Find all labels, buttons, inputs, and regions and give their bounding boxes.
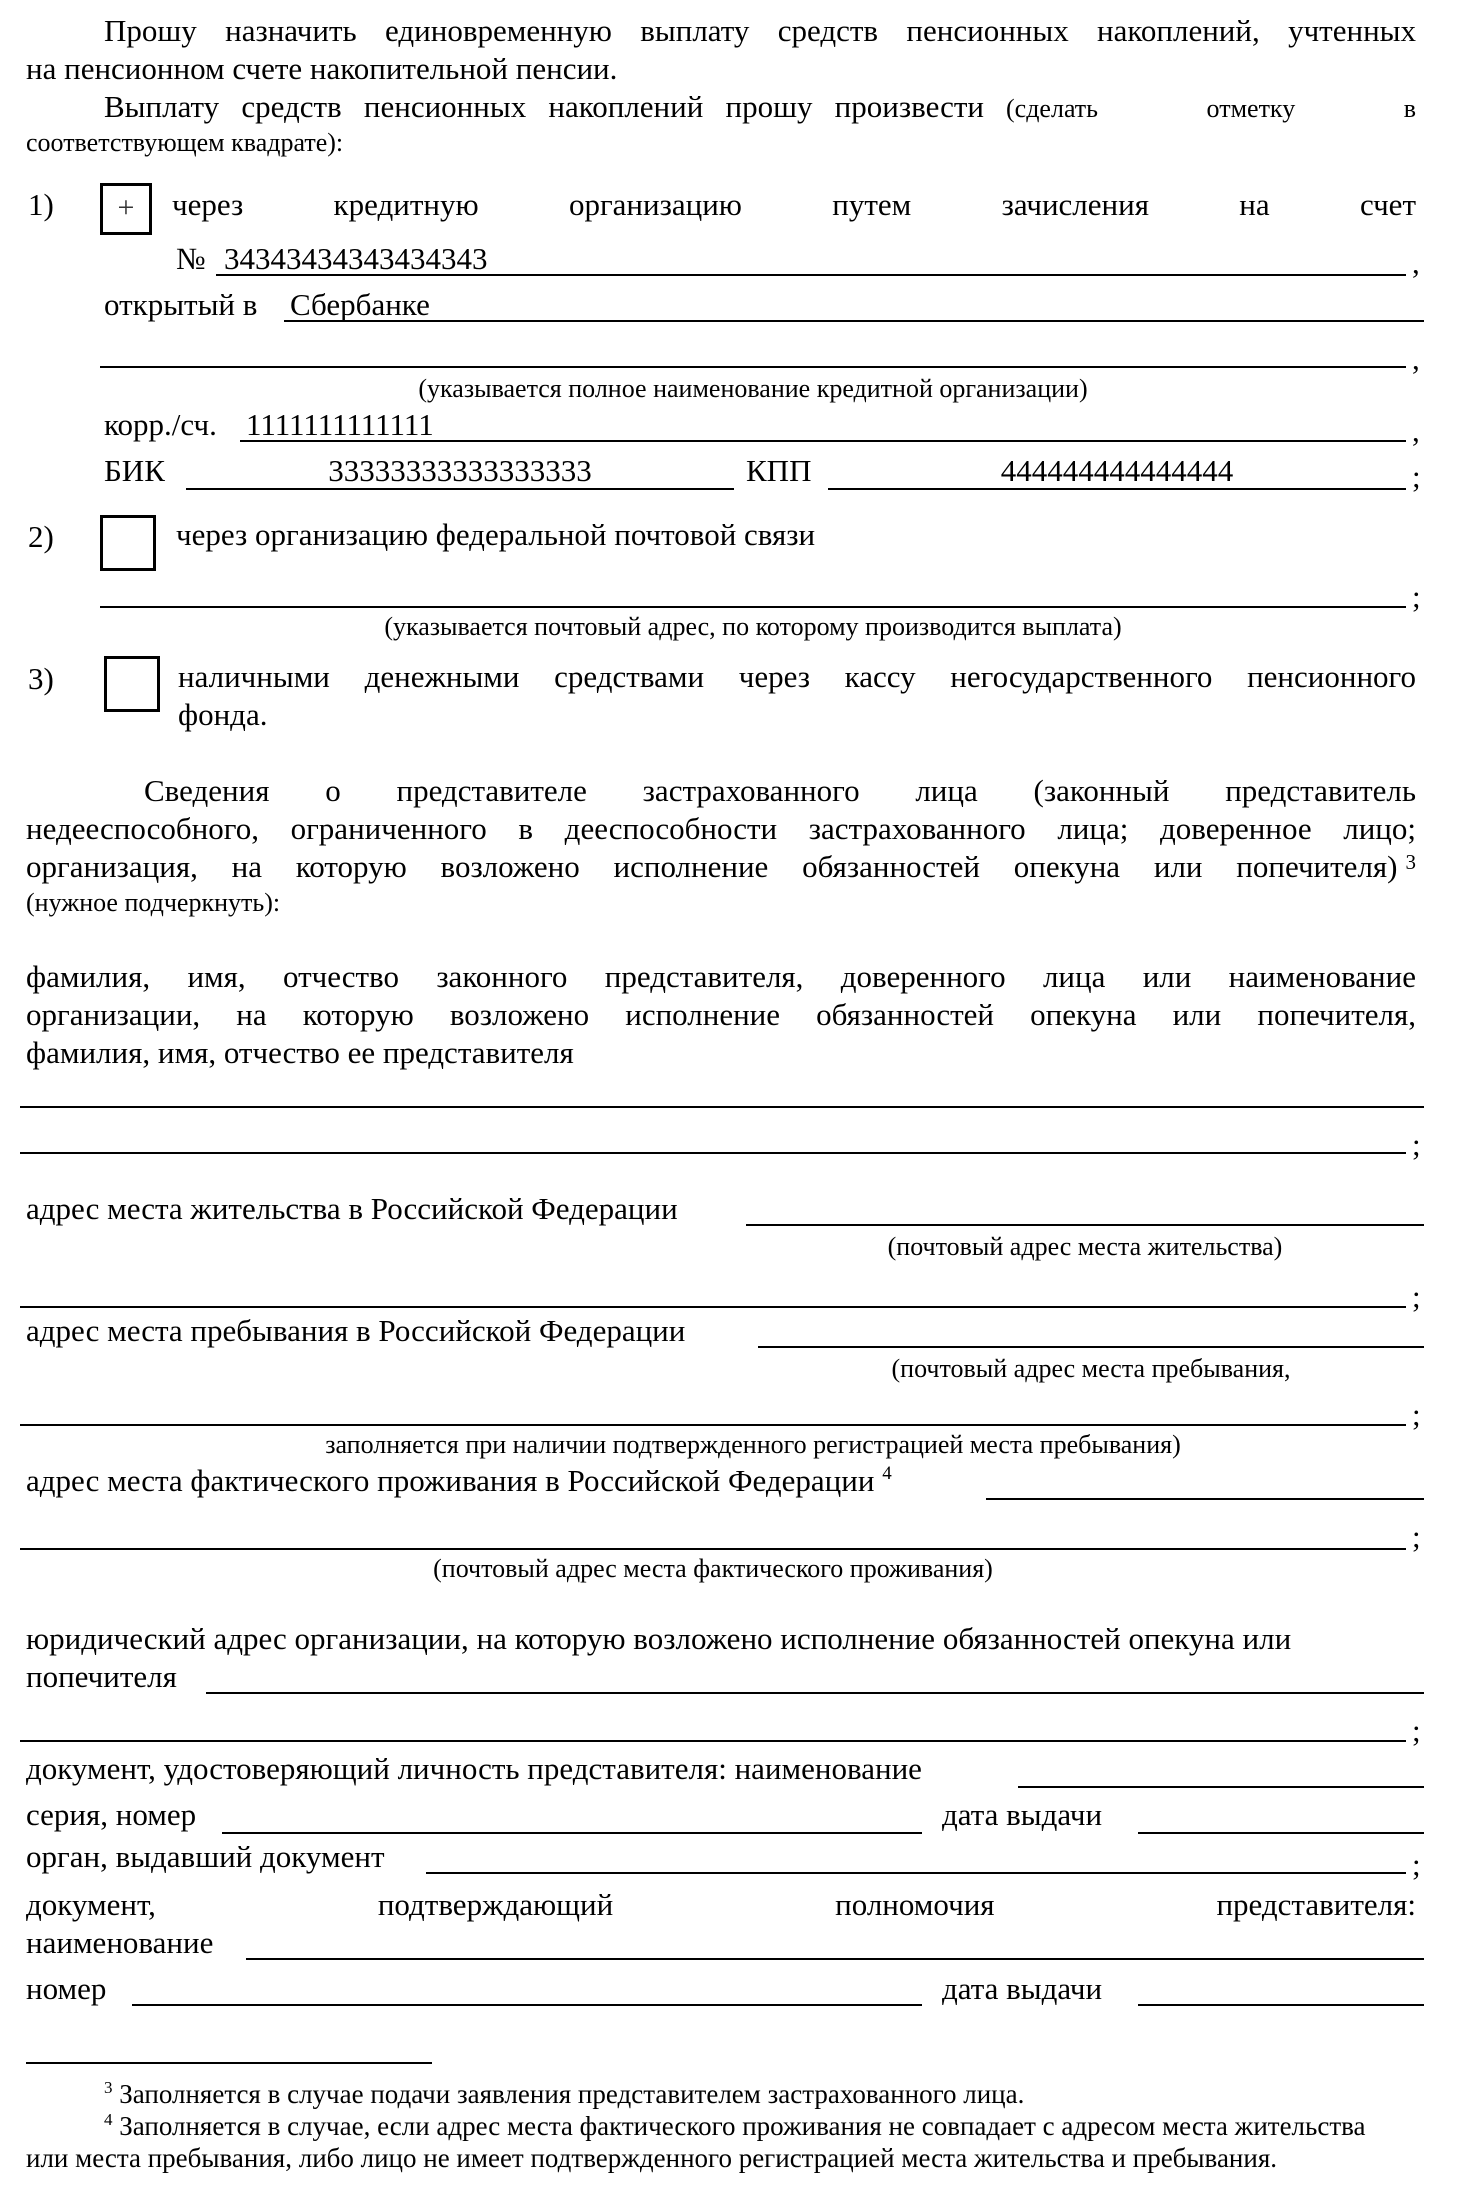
intro-line-4: соответствующем квадрате): xyxy=(26,128,344,157)
actual-residence-field-line[interactable] xyxy=(986,1498,1424,1500)
intro-line-1: Прошу назначить единовременную выплату средств пенсионных накоплений, учтенных xyxy=(104,13,1416,48)
legal-address-field-line-2[interactable] xyxy=(20,1740,1406,1742)
bank-name-field-line[interactable] xyxy=(284,320,1424,322)
stay-caption-2: заполняется при наличии подтвержденного регистрацией места пребывания) xyxy=(325,1430,1181,1459)
kpp-value[interactable]: 444444444444444 xyxy=(1000,453,1234,488)
series-number-label: серия, номер xyxy=(26,1797,197,1832)
footnote-4-line-2: или места пребывания, либо лицо не имеет подтвержденного регистрацией места жительства и пребывания. xyxy=(26,2143,1278,2173)
series-number-field-line[interactable] xyxy=(222,1832,922,1834)
auth-number-label: номер xyxy=(26,1971,107,2006)
intro-line-3-main: Выплату средств пенсионных накоплений прошу произвести xyxy=(104,89,984,124)
auth-document-line-1: документ, подтверждающий полномочия представителя: xyxy=(26,1887,1416,1922)
stay-field-line[interactable] xyxy=(758,1346,1424,1348)
postal-address-semicolon: ; xyxy=(1412,579,1421,614)
account-number-comma: , xyxy=(1412,245,1420,280)
bank-name-caption: (указывается полное наименование кредитной организации) xyxy=(418,374,1088,403)
postal-address-caption: (указывается почтовый адрес, по которому производится выплата) xyxy=(384,612,1122,641)
bank-name-value[interactable]: Сбербанке xyxy=(290,287,430,322)
issuer-semicolon: ; xyxy=(1412,1847,1421,1882)
stay-label: адрес места пребывания в Российской Федерации xyxy=(26,1313,686,1348)
actual-residence-semicolon: ; xyxy=(1412,1519,1421,1554)
option-1-number: 1) xyxy=(28,187,54,222)
id-document-label: документ, удостоверяющий личность представителя: наименование xyxy=(26,1751,922,1786)
residence-field-line[interactable] xyxy=(746,1224,1424,1226)
option-3-checkbox[interactable] xyxy=(104,656,160,712)
legal-address-line-2: попечителя xyxy=(26,1659,177,1694)
footnote-3-text: Заполняется в случае подачи заявления представителем застрахованного лица. xyxy=(119,2079,1025,2109)
issue-date-label: дата выдачи xyxy=(942,1797,1103,1832)
stay-caption-1: (почтовый адрес места пребывания, xyxy=(891,1354,1291,1383)
intro-line-3 xyxy=(104,88,1416,128)
rep-name-field-line-1[interactable] xyxy=(20,1106,1424,1108)
kpp-semicolon: ; xyxy=(1412,459,1421,494)
actual-residence-caption: (почтовый адрес места фактического проживания) xyxy=(433,1554,993,1583)
legal-address-line-1: юридический адрес организации, на которую возложено исполнение обязанностей опекуна или xyxy=(26,1621,1292,1656)
account-number-prefix: № xyxy=(176,241,206,276)
footnote-4-line-1 xyxy=(104,2110,1366,2142)
actual-residence-label-text: адрес места фактического проживания в Российской Федерации xyxy=(26,1463,875,1498)
kpp-label: КПП xyxy=(746,453,812,488)
stay-semicolon: ; xyxy=(1412,1397,1421,1432)
rep-name-field-line-2[interactable] xyxy=(20,1152,1406,1154)
footnote-4-number: 4 xyxy=(104,2110,113,2129)
corr-account-label: корр./сч. xyxy=(104,407,217,442)
option-3-label-line-1: наличными денежными средствами через кассу негосударственного пенсионного xyxy=(178,659,1416,694)
bik-label: БИК xyxy=(104,453,165,488)
option-3-number: 3) xyxy=(28,661,54,696)
option-1-checkbox[interactable] xyxy=(100,183,152,235)
intro-line-3-note: (сделать отметку в xyxy=(1006,94,1416,123)
opened-in-label: открытый в xyxy=(104,287,258,322)
option-2-number: 2) xyxy=(28,519,54,554)
actual-residence-label xyxy=(26,1462,892,1500)
bank-name-field-line-2[interactable] xyxy=(100,366,1406,368)
footnote-4-text-1: Заполняется в случае, если адрес места фактического проживания не совпадает с адресом места жительства xyxy=(119,2111,1366,2141)
footnote-ref-4: 4 xyxy=(882,1463,892,1484)
footnote-3-number: 3 xyxy=(104,2078,113,2097)
auth-issue-date-field-line[interactable] xyxy=(1138,2004,1424,2006)
residence-semicolon: ; xyxy=(1412,1279,1421,1314)
rep-info-line-3 xyxy=(26,848,1416,886)
actual-residence-field-line-2[interactable] xyxy=(20,1548,1406,1550)
id-document-field-line[interactable] xyxy=(1018,1786,1424,1788)
residence-label: адрес места жительства в Российской Федерации xyxy=(26,1191,678,1226)
residence-caption: (почтовый адрес места жительства) xyxy=(887,1232,1283,1261)
rep-name-semicolon: ; xyxy=(1412,1127,1421,1162)
issuer-label: орган, выдавший документ xyxy=(26,1839,385,1874)
issue-date-field-line[interactable] xyxy=(1138,1832,1424,1834)
corr-account-comma: , xyxy=(1412,413,1420,448)
option-3-label-line-2: фонда. xyxy=(178,697,268,732)
rep-info-note: (нужное подчеркнуть): xyxy=(26,888,281,917)
legal-address-semicolon: ; xyxy=(1412,1713,1421,1748)
auth-document-line-2: наименование xyxy=(26,1925,214,1960)
option-1-label: через кредитную организацию путем зачисления на счет xyxy=(172,187,1416,222)
rep-name-desc-line-3: фамилия, имя, отчество ее представителя xyxy=(26,1035,574,1070)
postal-address-field-line[interactable] xyxy=(100,606,1406,608)
rep-info-line-2: недееспособного, ограниченного в дееспособности застрахованного лица; доверенное лицо; xyxy=(26,811,1416,846)
auth-document-field-line[interactable] xyxy=(246,1958,1424,1960)
footnote-separator xyxy=(26,2062,432,2064)
auth-number-field-line[interactable] xyxy=(132,2004,922,2006)
bank-name-comma: , xyxy=(1412,341,1420,376)
rep-info-line-1: Сведения о представителе застрахованного лица (законный представитель xyxy=(144,773,1416,808)
account-number-value[interactable]: 34343434343434343 xyxy=(224,241,488,276)
rep-info-line-3-text: организация, на которую возложено исполнение обязанностей опекуна или попечителя) xyxy=(26,849,1398,884)
footnote-ref-3: 3 xyxy=(1405,850,1416,874)
legal-address-field-line[interactable] xyxy=(206,1692,1424,1694)
footnote-3 xyxy=(104,2078,1024,2110)
issuer-field-line[interactable] xyxy=(426,1872,1406,1874)
auth-issue-date-label: дата выдачи xyxy=(942,1971,1103,2006)
option-2-label: через организацию федеральной почтовой связи xyxy=(176,517,816,552)
rep-name-desc-line-2: организации, на которую возложено исполнение обязанностей опекуна или попечителя, xyxy=(26,997,1416,1032)
rep-name-desc-line-1: фамилия, имя, отчество законного представителя, доверенного лица или наименование xyxy=(26,959,1416,994)
option-1-checkbox-mark: + xyxy=(117,191,135,224)
bik-value[interactable]: 33333333333333333 xyxy=(328,453,592,488)
intro-line-2: на пенсионном счете накопительной пенсии. xyxy=(26,51,618,86)
corr-account-value[interactable]: 1111111111111 xyxy=(246,407,434,442)
option-2-checkbox[interactable] xyxy=(100,515,156,571)
residence-field-line-2[interactable] xyxy=(20,1306,1406,1308)
stay-field-line-2[interactable] xyxy=(20,1424,1406,1426)
